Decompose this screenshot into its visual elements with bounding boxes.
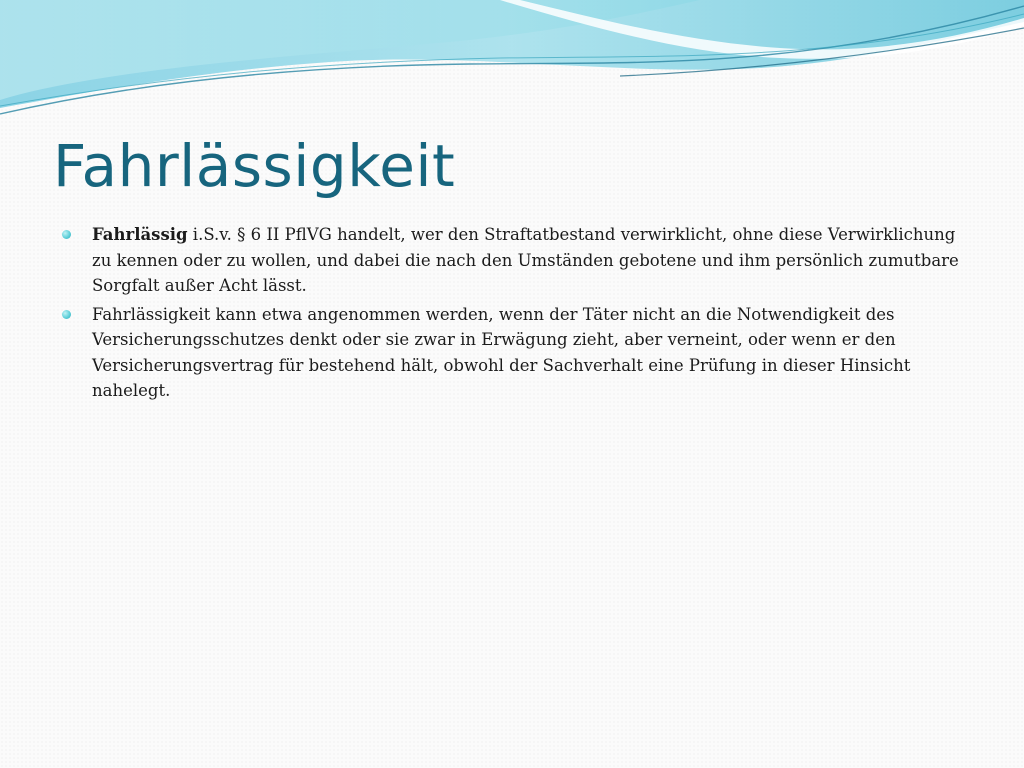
bullet-item <box>60 302 960 404</box>
bullet-text <box>92 305 910 401</box>
bullet-dot-icon <box>62 230 71 239</box>
bullet-dot-icon <box>62 310 71 319</box>
bullet-body: Fahrlässigkeit kann etwa angenommen werden, wenn der Täter nicht an die Notwendigkeit des Versicherungsschutzes denkt oder sie zwar in Erwägung zieht, aber verneint, oder wenn er den Versicherungsvertrag für bestehend hält, obwohl der Sachverhalt eine Prüfung in dieser Hinsicht nahelegt. <box>92 304 911 400</box>
bullet-list <box>60 222 960 407</box>
bullet-bold-term: Fahrlässig <box>92 225 188 244</box>
bullet-body: i.S.v. § 6 II PflVG handelt, wer den Straftatbestand verwirklicht, ohne diese Verwirklichung zu kennen oder zu wollen, und dabei die nach den Umständen gebotene und ihm persönlich zumutbare Sorgfalt außer Acht lässt. <box>92 225 959 295</box>
slide-title: Fahrlässigkeit <box>53 132 456 200</box>
header-wave-decoration <box>0 0 1024 130</box>
bullet-text <box>92 225 959 295</box>
bullet-item <box>60 222 960 299</box>
